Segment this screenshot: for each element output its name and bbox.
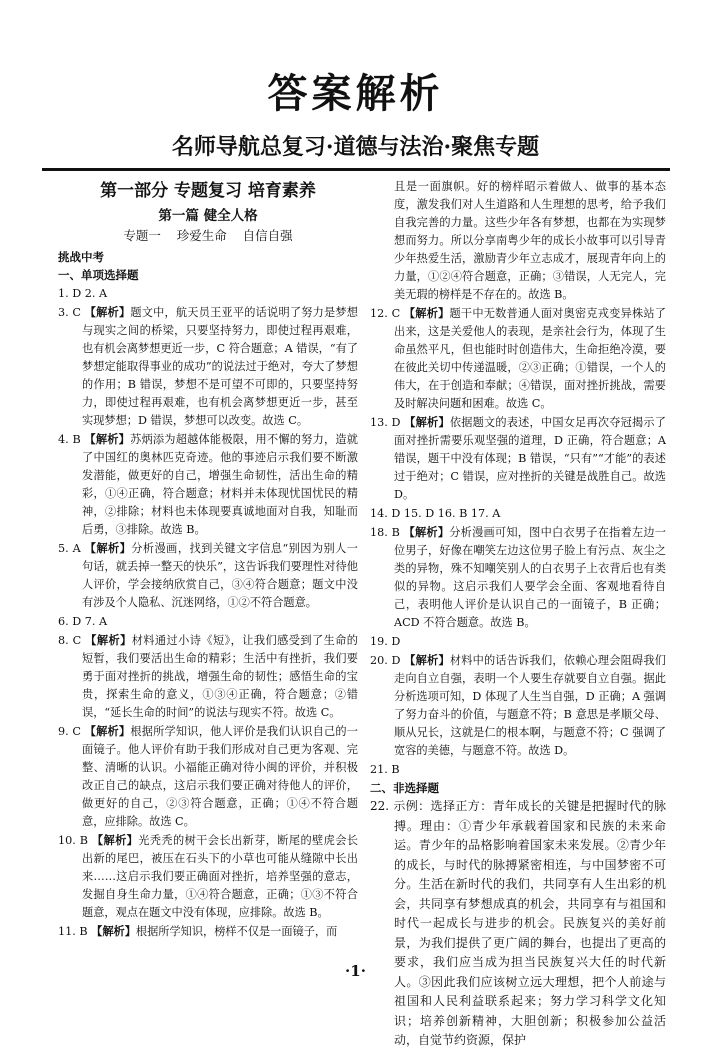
answer-number: 4. B <box>58 433 85 446</box>
page-number: ·1· <box>345 962 366 980</box>
analysis-tag: 【解析】 <box>404 653 450 667</box>
answer-item <box>370 523 666 632</box>
answer-item <box>58 430 358 539</box>
answer-item <box>58 922 358 941</box>
answer-number: 13. D <box>370 416 405 429</box>
answer-text: 材料中的话告诉我们，依赖心理会阻碍我们走向自立自强，表明一个人要生存就要自立自强。据此分析选项可知，D 体现了人生当自强，D 正确；A 强调了努力奋斗的价值，与题意不符；B 意思是孝顺父母、顺从兄长，这就是仁的根本啊，与题意不符；C 强调了宽容的美德，与题意不符。故选 D。 <box>394 654 666 757</box>
answer-number: 20. D <box>370 654 405 667</box>
answer-text: 分析漫画可知，图中白衣男子在指着左边一位男子，好像在嘲笑左边这位男子脸上有污点、灰尘之类的异物，殊不知嘲笑别人的白衣男子上衣背后也有类似的异物。这启示我们人要学会全面、客观地看待自己，表明他人评价是认识自己的一面镜子，B 正确；ACD 不符合题意。故选 B。 <box>394 526 666 629</box>
left-column <box>58 178 358 941</box>
right-column <box>370 178 666 1051</box>
challenge-label: 挑战中考 <box>58 250 104 264</box>
analysis-tag: 【解析】 <box>404 415 450 429</box>
answer-item <box>58 631 358 722</box>
topic-title: 专题一 珍爱生命 自信自强 <box>123 228 293 243</box>
answer-text: 题文中，航天员王亚平的话说明了努力是梦想与现实之间的桥梁，只要坚持努力，即使过程再艰难，也有机会离梦想更近一步，C 符合题意；A 错误，“有了梦想定能取得事业的成功”的说法过于绝对，夸大了梦想的作用；B 错误，梦想不是可望不可即的，只要坚持努力，即使过程再艰难，也有机会离梦想更近一步，甚至实现梦想；D 错误，梦想可以改变。故选 C。 <box>82 306 358 427</box>
answer-text: 依据题文的表述，中国女足再次夺冠揭示了面对挫折需要乐观坚强的道理，D 正确，符合题意；A 错误，题干中没有体现；B 错误，“只有”“才能”的表述过于绝对；C 错误，应对挫折的关键是战胜自己。故选 D。 <box>394 416 666 501</box>
answer-item-22 <box>370 797 666 1051</box>
answer-item <box>58 284 358 303</box>
answer-number: 14. D 15. D 16. B 17. A <box>370 507 501 520</box>
answer-text: 且是一面旗帜。好的榜样昭示着做人、做事的基本态度，激发我们对人生道路和人生理想的思考，给予我们自我完善的力量。这些少年各有梦想，也都在为实现梦想而努力。所以分享南粤少年的成长小故事可以引导青少年热爱生活，激励青少年立志成才，展现青年向上的力量，①②④符合题意，正确；③错误，人无完人，完美无瑕的榜样是不存在的。故选 B。 <box>394 180 666 301</box>
analysis-tag: 【解析】 <box>84 541 132 555</box>
answer-item <box>58 539 358 612</box>
answer-number: 6. D 7. A <box>58 615 108 628</box>
answer-number: 12. C <box>370 307 404 320</box>
part-title: 第一部分 专题复习 培育素养 <box>100 181 316 201</box>
answer-number: 8. C <box>58 634 86 647</box>
title-divider <box>42 168 670 171</box>
answer-number: 11. B <box>58 925 92 938</box>
answer-item <box>370 651 666 760</box>
answer-item <box>58 612 358 631</box>
group-heading-non-choice: 二、非选择题 <box>370 781 439 795</box>
analysis-tag: 【解析】 <box>91 924 136 938</box>
answer-item <box>58 303 358 430</box>
answer-number: 5. A <box>58 542 85 555</box>
answer-text: 示例：选择正方：青年成长的关键是把握时代的脉搏。理由：①青少年承载着国家和民族的未来命运。青少年的品格影响着国家未来发展。②青少年的成长，与时代的脉搏紧密相连，与中国梦密不可分。生活在新时代的我们，共同享有人生出彩的机会，共同享有梦想成真的机会，共同享有与祖国和时代一起成长与进步的机会。民族复兴的美好前景，为我们提供了更广阔的舞台，也提出了更高的要求，我们应当成为担当民族复兴大任的时代新人。③因此我们应该树立远大理想，把个人前途与祖国和人民利益联系起来；努力学习科学文化知识；培养创新精神，大胆创新；积极参加公益活动，自觉节约资源，保护 <box>393 799 666 1047</box>
answer-item <box>58 831 358 922</box>
analysis-tag: 【解析】 <box>91 833 139 847</box>
answer-item <box>370 632 666 651</box>
page-title: 答案解析 <box>267 70 444 117</box>
answer-number: 10. B <box>58 834 92 847</box>
group-heading-single-choice: 一、单项选择题 <box>58 268 139 282</box>
answer-number: 21. B <box>370 763 400 776</box>
answer-number: 1. D 2. A <box>58 287 108 300</box>
answer-text: 苏炳添为超越体能极限，用不懈的努力，造就了中国红的奥林匹克奇迹。他的事迹启示我们要不断激发潜能，做更好的自己，增强生命韧性，活出生命的精彩，①④正确，符合题意；材料并未体现忧国忧民的精神，②排除；材料也未体现要真诚地面对自我，知耻而后勇，③排除。故选 B。 <box>82 433 358 536</box>
book-subtitle: 名师导航总复习·道德与法治·聚焦专题 <box>171 134 540 160</box>
answer-text: 光秃秃的树干会长出新芽，断尾的壁虎会长出新的尾巴，被压在石头下的小草也可能从缝隙中长出来……这启示我们要正确面对挫折，培养坚强的意志，发掘自身生命力量，①④符合题意，正确；①③不符合题意，观点在题文中没有体现，应排除。故选 B。 <box>82 834 358 919</box>
analysis-tag: 【解析】 <box>403 306 450 320</box>
answer-item <box>370 760 666 779</box>
answer-number: 18. B <box>370 526 404 539</box>
answer-item <box>58 722 358 831</box>
analysis-tag: 【解析】 <box>84 432 131 446</box>
answer-number: 19. D <box>370 635 401 648</box>
answer-number: 3. C <box>58 306 85 319</box>
answer-item <box>370 504 666 523</box>
analysis-tag: 【解析】 <box>84 305 131 319</box>
analysis-tag: 【解析】 <box>84 724 131 738</box>
answer-item-continued <box>370 178 666 304</box>
analysis-tag: 【解析】 <box>403 525 450 539</box>
answer-number: 22. <box>370 799 394 813</box>
analysis-tag: 【解析】 <box>85 633 132 647</box>
answer-text: 题干中无数普通人面对奥密克戎变异株站了出来，这是关爱他人的表现，是亲社会行为，体现了生命虽然平凡，但也能时时创造伟大，生命拒绝冷漠，要在彼此关切中传递温暖，②③正确；①错误，一个人的伟大，在于创造和奉献；④错误，面对挫折挑战，需要及时解决问题和困难。故选 C。 <box>394 307 666 410</box>
answer-number: 9. C <box>58 725 85 738</box>
answer-text: 根据所学知识，他人评价是我们认识自己的一面镜子。他人评价有助于我们形成对自己更为客观、完整、清晰的认识。小福能正确对待小闽的评价，并积极改正自己的缺点，这启示我们要正确对待他人的评价，做更好的自己，②③符合题意，正确；①④不符合题意，应排除。故选 C。 <box>82 725 358 828</box>
answer-item <box>370 413 666 504</box>
answer-item <box>370 304 666 413</box>
answer-text: 分析漫画，找到关键文字信息“别因为别人一句话，就丢掉一整天的快乐”，这告诉我们要理性对待他人评价，学会接纳欣赏自己，③④符合题意；题文中没有涉及个人隐私、沉迷网络，①②不符合题意。 <box>82 542 358 609</box>
answer-text: 根据所学知识，榜样不仅是一面镜子，而 <box>135 925 338 938</box>
answer-text: 材料通过小诗《短》，让我们感受到了生命的短暂，我们要活出生命的精彩；生活中有挫折，我们要勇于面对挫折的挑战，增强生命的韧性；感悟生命的宝贵，探索生命的意义，①③④正确，符合题意；②错误，“延长生命的时间”的说法与现实不符。故选 C。 <box>82 634 358 719</box>
chapter-title: 第一篇 健全人格 <box>158 208 258 224</box>
